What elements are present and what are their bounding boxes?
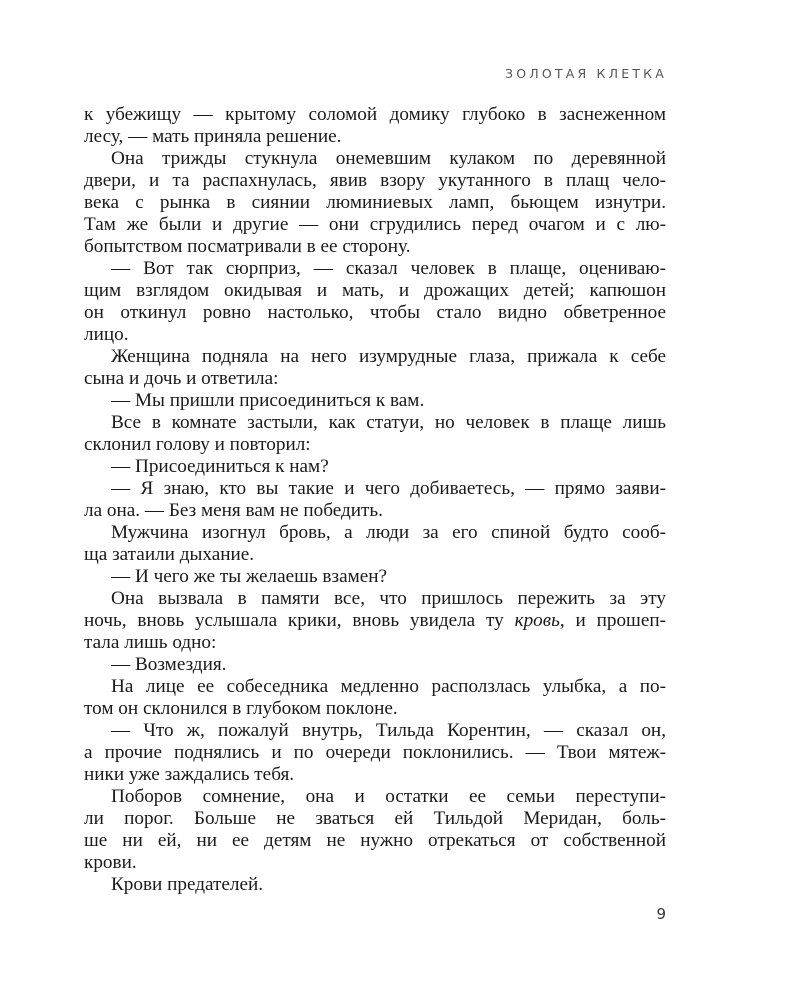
text-line: Там же были и другие — они сгрудились перед очагом и с лю- xyxy=(84,214,666,235)
text-line: Женщина подняла на него изумрудные глаза, прижала к себе xyxy=(111,346,666,367)
text-line: Поборов сомнение, она и остатки ее семьи переступи- xyxy=(111,786,666,807)
body-text xyxy=(84,104,666,896)
text-segment: , и прошеп- xyxy=(559,610,666,631)
running-head: ЗОЛОТАЯ КЛЕТКА xyxy=(505,66,667,81)
italic-word: кровь xyxy=(514,610,560,631)
text-line: к убежищу — крытому соломой домику глубоко в заснеженном xyxy=(84,104,666,125)
text-line: — Присоединиться к нам? xyxy=(111,456,329,477)
text-line: Она трижды стукнула онемевшим кулаком по деревянной xyxy=(111,148,666,169)
text-line: — И чего же ты желаешь взамен? xyxy=(111,566,388,587)
text-line: — Я знаю, кто вы такие и чего добиваетесь, — прямо заяви- xyxy=(111,478,666,499)
text-line: Мужчина изогнул бровь, а люди за его спиной будто сооб- xyxy=(111,522,666,543)
text-line: — Мы пришли присоединиться к вам. xyxy=(111,390,425,411)
text-line: века с рынка в сиянии люминиевых ламп, бьющем изнутри. xyxy=(84,192,666,213)
text-line: ше ни ей, ни ее детям не нужно отрекаться от собственной xyxy=(84,830,666,851)
page-number: 9 xyxy=(656,905,666,923)
text-line: тала лишь одно: xyxy=(84,632,217,653)
text-line: двери, и та распахнулась, явив взору укутанного в плащ чело- xyxy=(84,170,666,191)
text-line: Крови предателей. xyxy=(111,874,264,895)
text-line: сына и дочь и ответила: xyxy=(84,368,279,389)
text-line: — Возмездия. xyxy=(111,654,227,675)
text-line: склонил голову и повторил: xyxy=(84,434,311,455)
text-line: ли порог. Больше не зваться ей Тильдой Меридан, боль- xyxy=(84,808,666,829)
text-line: — Вот так сюрприз, — сказал человек в плаще, оцениваю- xyxy=(111,258,666,279)
text-line: крови. xyxy=(84,852,137,873)
text-line: Она вызвала в памяти все, что пришлось пережить за эту xyxy=(111,588,666,609)
text-line xyxy=(84,610,666,632)
text-line: он откинул ровно настолько, чтобы стало видно обветренное xyxy=(84,302,666,323)
text-line: лесу, — мать приняла решение. xyxy=(84,126,342,147)
text-line: Все в комнате застыли, как статуи, но человек в плаще лишь xyxy=(111,412,666,433)
text-line: щим взглядом окидывая и мать, и дрожащих детей; капюшон xyxy=(84,280,666,301)
text-line: ща затаили дыхание. xyxy=(84,544,255,565)
text-line: ники уже заждались тебя. xyxy=(84,764,295,785)
text-line: — Что ж, пожалуй внутрь, Тильда Корентин, — сказал он, xyxy=(111,720,666,741)
text-segment: ночь, вновь услышала крики, вновь увидела ту xyxy=(84,610,515,631)
text-line: том он склонился в глубоком поклоне. xyxy=(84,698,398,719)
text-line: бопытством посматривали в ее сторону. xyxy=(84,236,411,257)
text-line: ла она. — Без меня вам не победить. xyxy=(84,500,383,521)
text-line: а прочие поднялись и по очереди поклонились. — Твои мятеж- xyxy=(84,742,666,763)
text-line: лицо. xyxy=(84,324,129,345)
text-line: На лице ее собеседника медленно расползлась улыбка, а по- xyxy=(111,676,666,697)
